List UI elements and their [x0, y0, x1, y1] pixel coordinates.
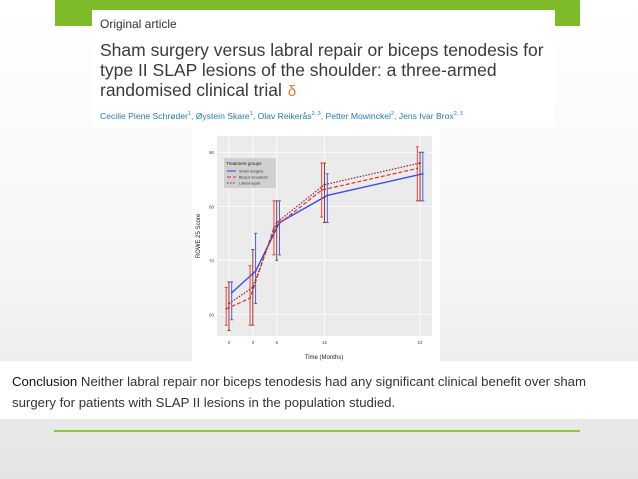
- y-tick-label: 60: [208, 312, 214, 318]
- conclusion-body: Neither labral repair nor biceps tenodesis had any significant clinical benefit over sham surgery for patients with SLAP II lesions in the population studied.: [12, 374, 586, 410]
- data-point: [228, 303, 230, 305]
- article-header: [92, 10, 555, 127]
- conclusion-band: [0, 361, 638, 419]
- author-list[interactable]: Cecilie Piene Schrøder$^1$, Øystein Skare$^1$, Olav Reikerås$^{2, 3}$, Petter Mowinckel$^2$, Jens Ivar Brox$^{2, 3}$: [100, 111, 463, 121]
- author-affiliation: 1: [249, 111, 253, 118]
- legend-label: Labral repair: [239, 181, 261, 186]
- x-tick-label: 12: [321, 340, 328, 345]
- author-affiliation: 2, 3: [453, 111, 463, 118]
- data-point: [422, 173, 424, 175]
- results-chart: [192, 128, 440, 362]
- data-point: [326, 195, 328, 197]
- chart-svg: [192, 128, 440, 362]
- legend-title: Treatment groups: [226, 161, 262, 166]
- open-access-lock-icon: δ: [287, 83, 297, 100]
- data-point: [252, 286, 254, 288]
- legend-label: Sham Surgery: [239, 169, 264, 174]
- data-point: [255, 270, 257, 272]
- author-affiliation: 2: [390, 111, 394, 118]
- conclusion-lead: Conclusion: [12, 374, 78, 389]
- y-tick-label: 80: [208, 204, 214, 210]
- data-point: [419, 162, 421, 164]
- legend-label: Biceps tenodesis: [239, 175, 268, 180]
- author-name[interactable]: Cecilie Piene Schrøder: [100, 111, 188, 121]
- author-name[interactable]: Øystein Skare: [195, 111, 250, 121]
- y-tick-label: 90: [208, 150, 214, 156]
- x-axis-label: Time (Months): [304, 355, 344, 361]
- article-title: [100, 40, 550, 102]
- author-affiliation: 1: [187, 111, 191, 118]
- x-tick-label: 0: [227, 340, 231, 345]
- data-point: [225, 308, 227, 310]
- x-tick-label: 24: [417, 340, 423, 345]
- y-tick-label: 70: [208, 258, 214, 264]
- article-type-label: Original article: [100, 17, 177, 31]
- author-affiliation: 2, 3: [311, 111, 321, 118]
- data-point: [416, 168, 418, 170]
- data-point: [324, 184, 326, 186]
- author-name[interactable]: Jens Ivar Brox: [398, 111, 454, 121]
- article-title-text: Sham surgery versus labral repair or biceps tenodesis for type II SLAP lesions of the shoulder: a three-armed randomised clinical trial: [100, 40, 544, 100]
- author-name[interactable]: Petter Mowinckel: [325, 111, 391, 121]
- x-tick-label: 6: [275, 340, 278, 345]
- data-point: [321, 189, 323, 191]
- data-point: [231, 292, 233, 294]
- bottom-divider: [54, 430, 580, 432]
- chart-legend: [224, 158, 276, 188]
- data-point: [276, 222, 278, 224]
- data-point: [249, 297, 251, 299]
- author-name[interactable]: Olav Reikerås: [257, 111, 312, 121]
- conclusion-text: [12, 371, 622, 413]
- y-axis-label: ROWE 25 Score: [196, 213, 202, 259]
- x-tick-label: 3: [251, 340, 255, 345]
